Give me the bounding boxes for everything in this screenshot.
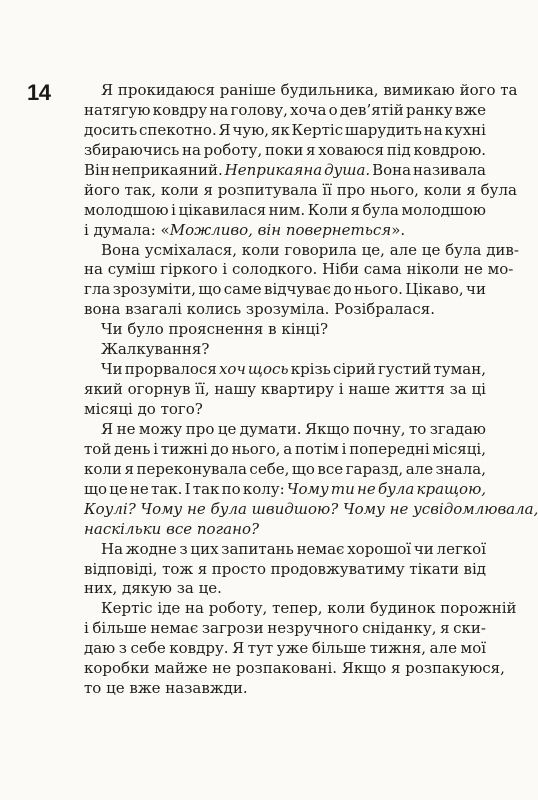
text-line-content xyxy=(84,380,486,398)
text-span: натягую ковдру на голову, хоча о дев’ятій ранку вже xyxy=(84,100,487,119)
text-span: Він неприкаяний. xyxy=(84,160,225,179)
text-line-content xyxy=(101,241,519,259)
text-span: досить спекотно. Я чую, як Кертіс шарудить на кухні xyxy=(84,120,486,139)
text-line-content xyxy=(84,440,486,458)
text-line xyxy=(84,260,514,280)
text-line xyxy=(84,161,486,181)
text-line xyxy=(84,420,486,440)
text-line xyxy=(84,221,486,241)
text-line-content xyxy=(101,420,486,438)
text-line xyxy=(84,540,486,560)
text-line-content xyxy=(101,320,328,338)
text-line-content xyxy=(84,619,486,637)
text-line xyxy=(84,240,519,261)
text-line xyxy=(84,440,486,460)
text-line xyxy=(84,480,486,500)
text-span: Жалкування? xyxy=(101,340,210,359)
text-span: Вона називала xyxy=(370,160,486,179)
text-line xyxy=(84,121,486,141)
text-line-content xyxy=(84,659,505,677)
text-line-content xyxy=(84,181,517,199)
text-span: ». xyxy=(391,220,406,239)
text-line xyxy=(84,280,486,300)
text-span: Вона усміхалася, коли говорила це, але це була див- xyxy=(101,240,519,259)
text-line xyxy=(84,460,486,480)
text-line-content xyxy=(84,400,203,418)
text-span: Я прокидаюся раніше будильника, вимикаю його та xyxy=(101,81,518,99)
text-line-content xyxy=(101,599,517,617)
text-line-content xyxy=(84,161,486,179)
text-line xyxy=(84,499,538,520)
text-line xyxy=(84,380,486,400)
text-span: збираючись на роботу, поки я ховаюся під ковдрою. xyxy=(84,140,487,159)
text-line-content xyxy=(84,201,486,219)
text-span: і думала: « xyxy=(84,220,170,239)
text-line xyxy=(84,400,486,420)
text-line-content xyxy=(84,579,222,597)
text-span: крізь сірий густий туман, xyxy=(288,360,486,379)
text-line-content xyxy=(84,500,538,518)
text-line-content xyxy=(84,639,486,657)
text-line xyxy=(84,141,486,161)
text-line xyxy=(84,520,486,540)
text-line xyxy=(84,599,517,619)
text-line xyxy=(84,180,517,201)
text-span: місяці до того? xyxy=(84,400,203,418)
italic-text: Чому ти не була кращою, xyxy=(286,479,487,498)
text-span: Чи прорвалося xyxy=(101,360,219,379)
text-span: то це вже назавжди. xyxy=(84,679,248,698)
text-line-content xyxy=(84,221,405,239)
text-line xyxy=(84,360,486,380)
text-line-content xyxy=(101,340,209,358)
text-line-content xyxy=(84,280,486,298)
text-line-content xyxy=(84,121,486,139)
text-line xyxy=(84,579,486,599)
text-line xyxy=(84,300,486,320)
text-span: Кертіс іде на роботу, тепер, коли будинок порожній xyxy=(101,599,517,618)
text-span: них, дякую за це. xyxy=(84,579,222,598)
text-span: який огорнув її, нашу квартиру і наше життя за ці xyxy=(84,380,486,399)
text-span: Чи було прояснення в кінці? xyxy=(101,320,329,339)
text-line-content xyxy=(84,260,513,278)
text-line-content xyxy=(84,101,486,119)
text-line xyxy=(84,679,486,699)
text-span: що це не так. І так по колу: xyxy=(84,479,287,498)
text-line xyxy=(84,639,486,659)
text-line xyxy=(84,320,486,340)
text-span: відповіді, тож я просто продовжуватиму тікати від xyxy=(84,559,486,578)
text-line-content xyxy=(84,520,259,538)
text-line xyxy=(84,659,505,679)
italic-text: Можливо, він повернеться xyxy=(169,220,392,239)
text-span: і більше немає загрози незручного сніданку, я ски- xyxy=(84,619,486,638)
text-span: коробки майже не розпаковані. Якщо я розпакуюся, xyxy=(84,659,505,678)
text-span: гла зрозуміти, що саме відчуває до нього. Цікаво, чи xyxy=(84,280,486,299)
text-line xyxy=(84,619,486,639)
text-span: його так, коли я розпитувала її про нього, коли я була xyxy=(84,180,517,199)
italic-text: Коулі? Чому не була швидшою? Чому не усвідомлювала, xyxy=(84,499,538,518)
text-span: коли я переконувала себе, що все гаразд, але знала, xyxy=(84,459,486,478)
italic-text: хоч щось xyxy=(218,360,289,379)
text-line xyxy=(84,81,518,101)
italic-text: Неприкаяна душа. xyxy=(224,160,371,179)
text-line xyxy=(84,201,486,221)
text-line-content xyxy=(101,540,486,558)
text-line-content xyxy=(84,679,248,697)
text-span: вона взагалі колись зрозуміла. Розібралася. xyxy=(84,300,435,319)
text-line-content xyxy=(84,300,435,318)
body-text xyxy=(84,81,538,699)
text-line-content xyxy=(101,81,518,99)
text-span: на суміш гіркого і солодкого. Ніби сама ніколи не мо- xyxy=(84,260,514,279)
text-line-content xyxy=(84,560,486,578)
text-span: Я не можу про це думати. Якщо почну, то згадаю xyxy=(101,419,486,438)
text-span: даю з себе ковдру. Я тут уже більше тижня, але мої xyxy=(84,639,487,658)
text-line xyxy=(84,340,486,360)
text-line xyxy=(84,560,486,580)
text-line-content xyxy=(84,480,486,498)
page-number: 14 xyxy=(27,80,51,105)
text-line-content xyxy=(101,360,486,378)
text-span: молодшою і цікавилася ним. Коли я була молодшою xyxy=(84,200,486,219)
text-line xyxy=(84,101,486,121)
italic-text: наскільки все погано? xyxy=(84,519,260,538)
text-span: той день і тижні до нього, а потім і попередні місяці, xyxy=(84,439,486,458)
text-line-content xyxy=(84,141,486,159)
text-span: На жодне з цих запитань немає хорошої чи легкої xyxy=(101,539,487,558)
text-line-content xyxy=(84,460,486,478)
